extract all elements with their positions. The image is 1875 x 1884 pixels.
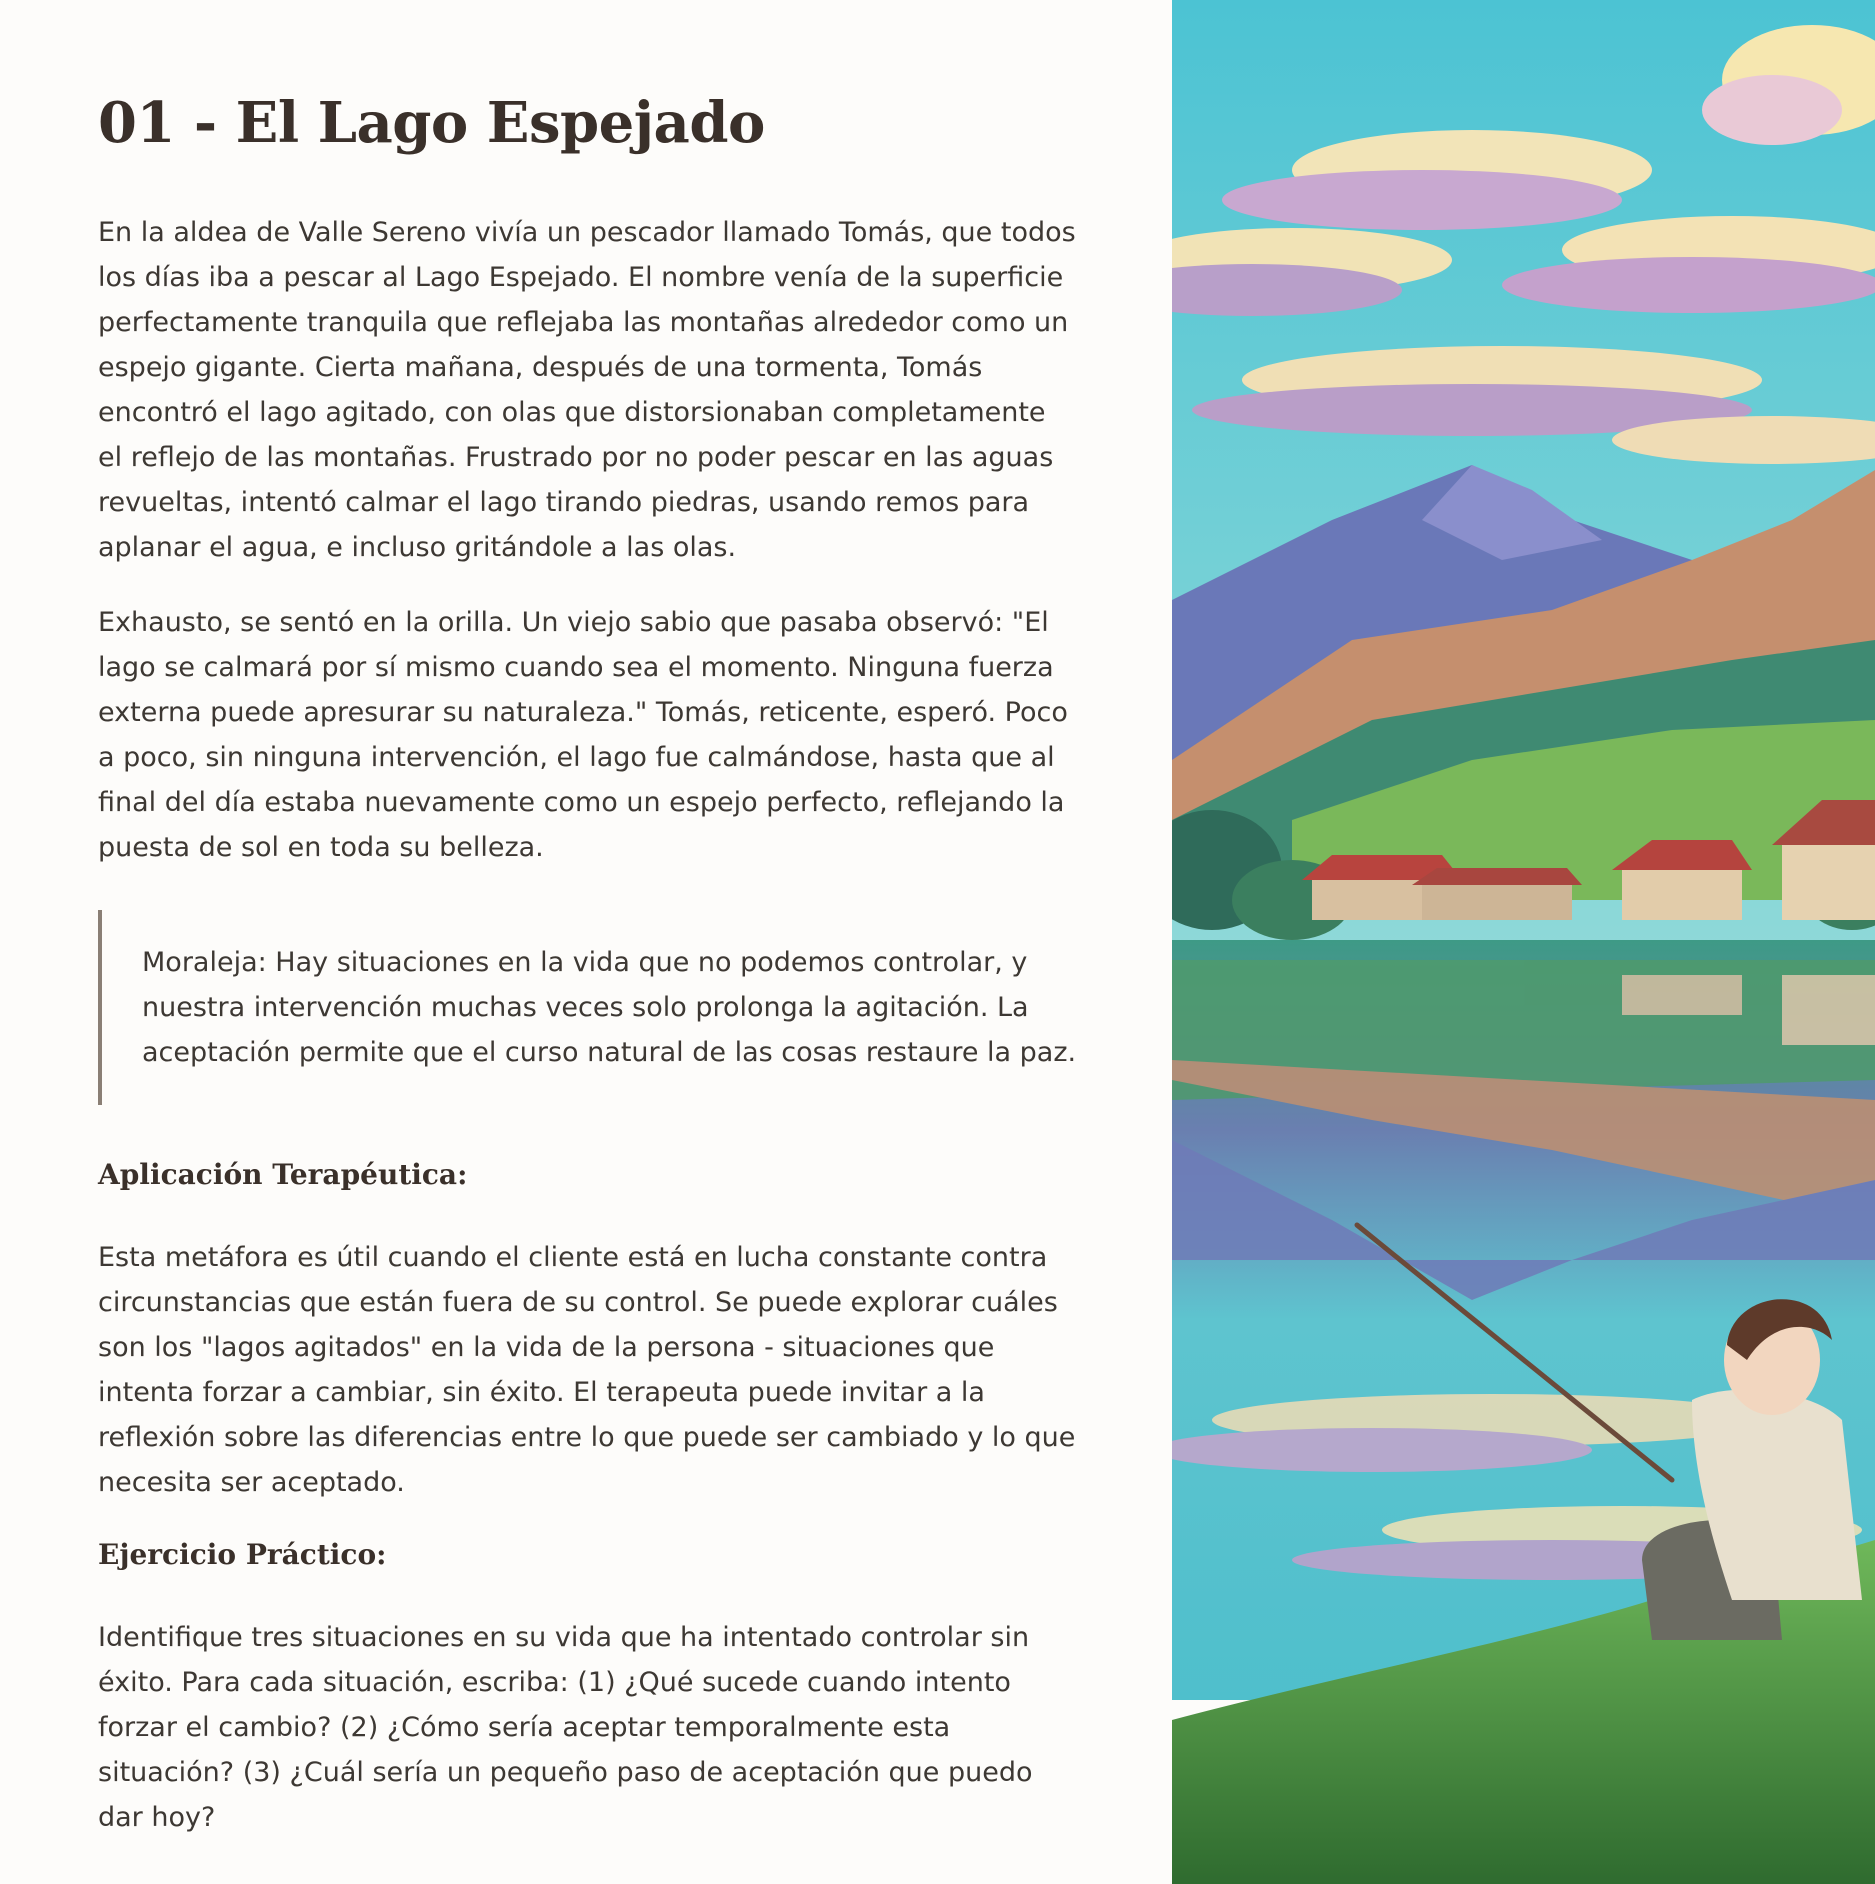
exercise-heading: Ejercicio Práctico: xyxy=(98,1538,387,1571)
application-heading: Aplicación Terapéutica: xyxy=(98,1158,468,1191)
moral-quote xyxy=(98,910,1078,1105)
application-text: Esta metáfora es útil cuando el cliente está en lucha constante contra circunstancias que están fuera de su control. Se puede explorar cuáles son los "lagos agitados" en la vida de la persona - situaciones que intenta forzar a cambiar, sin éxito. El terapeuta puede invitar a la reflexión sobre las diferencias entre lo que puede ser cambiado y lo que necesita ser aceptado. xyxy=(98,1242,1076,1498)
page-title: 01 - El Lago Espejado xyxy=(98,90,765,156)
exercise-text: Identifique tres situaciones en su vida que ha intentado controlar sin éxito. Para cada situación, escriba: (1) ¿Qué sucede cuando intento forzar el cambio? (2) ¿Cómo sería aceptar temporalmente esta situación? (3) ¿Cuál sería un pequeño paso de aceptación que puedo dar hoy? xyxy=(98,1622,1033,1833)
story-paragraph-2: Exhausto, se sentó en la orilla. Un viejo sabio que pasaba observó: "El lago se calmará por sí mismo cuando sea el momento. Ninguna fuerza externa puede apresurar su naturaleza." Tomás, reticente, esperó. Poco a poco, sin ninguna intervención, el lago fue calmándose, hasta que al final del día estaba nuevamente como un espejo perfecto, reflejando la puesta de sol en toda su belleza. xyxy=(98,607,1068,863)
lake-illustration xyxy=(1172,0,1875,1884)
story-content xyxy=(98,86,1078,1870)
moral-text: Moraleja: Hay situaciones en la vida que no podemos controlar, y nuestra intervención muchas veces solo prolonga la agitación. La aceptación permite que el curso natural de las cosas restaure la paz. xyxy=(142,947,1077,1068)
lake-illustration-svg xyxy=(1172,0,1875,1884)
story-paragraph-1: En la aldea de Valle Sereno vivía un pescador llamado Tomás, que todos los días iba a pescar al Lago Espejado. El nombre venía de la superficie perfectamente tranquila que reflejaba las montañas alrededor como un espejo gigante. Cierta mañana, después de una tormenta, Tomás encontró el lago agitado, con olas que distorsionaban completamente el reflejo de las montañas. Frustrado por no poder pescar en las aguas revueltas, intentó calmar el lago tirando piedras, usando remos para aplanar el agua, e incluso gritándole a las olas. xyxy=(98,217,1076,563)
